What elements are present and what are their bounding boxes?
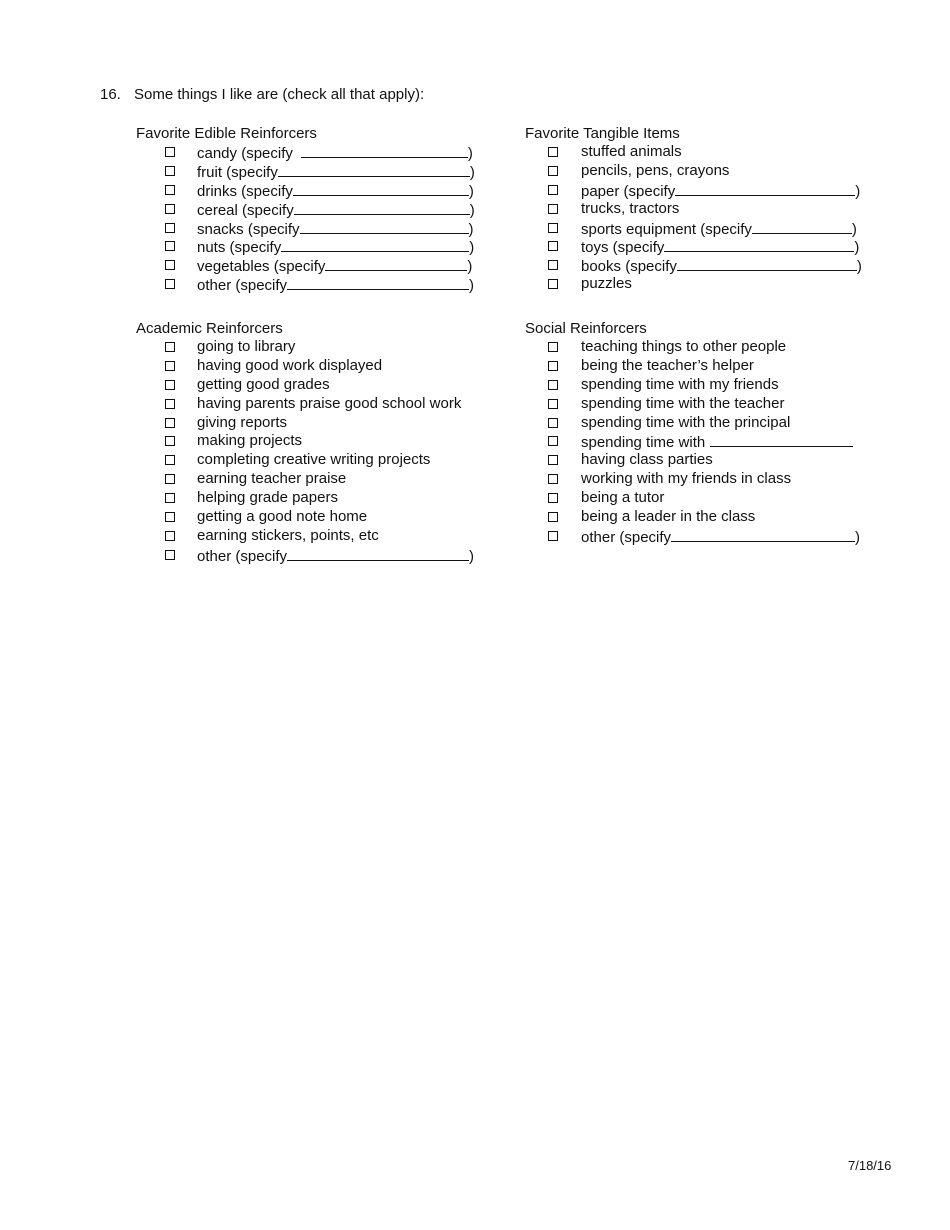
specify-field: [197, 200, 475, 221]
checkbox[interactable]: [548, 455, 558, 465]
checkbox[interactable]: [548, 512, 558, 522]
item-label: trucks, tractors: [581, 199, 680, 217]
close-paren: ): [469, 239, 475, 257]
specify-blank[interactable]: [281, 237, 469, 252]
checkbox[interactable]: [165, 166, 175, 176]
item-label: having parents praise good school work: [197, 394, 462, 412]
checklist-item: [525, 470, 885, 489]
checkbox[interactable]: [165, 361, 175, 371]
close-paren: ): [467, 145, 473, 162]
checklist-item: [136, 275, 496, 294]
checkbox[interactable]: [165, 512, 175, 522]
specify-blank[interactable]: [671, 527, 855, 542]
specify-blank[interactable]: [278, 162, 470, 177]
item-label: teaching things to other people: [581, 338, 787, 355]
checklist-item: [136, 451, 496, 470]
checklist-item: [136, 181, 496, 200]
item-label: being a leader in the class: [581, 508, 756, 526]
section-title: Favorite Tangible Items: [525, 125, 680, 142]
checklist-item: [136, 395, 496, 414]
specify-blank[interactable]: [300, 219, 469, 234]
item-label: cereal (specify: [197, 201, 294, 219]
item-label: sports equipment (specify: [581, 220, 752, 238]
checkbox[interactable]: [165, 342, 175, 352]
checkbox[interactable]: [165, 241, 175, 251]
close-paren: ): [469, 277, 475, 295]
checkbox[interactable]: [548, 204, 558, 214]
close-paren: ): [855, 182, 861, 200]
checklist-item: [136, 357, 496, 376]
item-label: earning stickers, points, etc: [197, 526, 379, 544]
checkbox[interactable]: [165, 260, 175, 270]
specify-field: [581, 181, 860, 202]
checkbox[interactable]: [548, 493, 558, 503]
checklist-item: [136, 338, 496, 357]
checkbox[interactable]: [165, 531, 175, 541]
specify-field: [197, 162, 475, 183]
item-label: earning teacher praise: [197, 470, 347, 488]
item-label: other (specify: [197, 547, 288, 565]
item-label: going to library: [197, 338, 296, 355]
specify-blank[interactable]: [710, 432, 853, 447]
checkbox[interactable]: [165, 147, 175, 157]
item-label: pencils, pens, crayons: [581, 161, 730, 179]
checklist-item: [525, 237, 885, 256]
item-label: snacks (specify: [197, 220, 300, 238]
checklist-item: [525, 256, 885, 275]
checklist-item: [525, 432, 885, 451]
specify-blank[interactable]: [287, 546, 469, 561]
checkbox[interactable]: [548, 399, 558, 409]
item-label: completing creative writing projects: [197, 451, 431, 469]
specify-field: [197, 237, 474, 258]
checklist-item: [136, 143, 496, 162]
close-paren: ): [851, 220, 857, 238]
section-social-reinforcers: [525, 319, 885, 546]
item-label: spending time with my friends: [581, 375, 779, 393]
specify-blank[interactable]: [293, 181, 469, 196]
specify-field: [581, 527, 860, 548]
item-label: being a tutor: [581, 489, 665, 507]
footer-date: 7/18/16: [848, 1158, 892, 1173]
item-label: having class parties: [581, 451, 713, 469]
close-paren: ): [468, 220, 474, 238]
checklist-item: [525, 338, 885, 357]
section-title: Social Reinforcers: [525, 320, 647, 337]
close-paren: ): [856, 258, 862, 276]
checklist-item: [525, 181, 885, 200]
specify-blank[interactable]: [325, 256, 467, 271]
checkbox[interactable]: [165, 380, 175, 390]
item-label: drinks (specify: [197, 182, 293, 200]
close-paren: ): [469, 163, 475, 181]
checkbox[interactable]: [548, 531, 558, 541]
item-label: giving reports: [197, 413, 288, 431]
checkbox[interactable]: [548, 436, 558, 446]
checklist-item: [136, 162, 496, 181]
specify-blank[interactable]: [287, 275, 469, 290]
specify-field: [581, 256, 862, 277]
item-label: candy (specify: [197, 145, 293, 162]
checklist-item: [525, 489, 885, 508]
item-label: nuts (specify: [197, 239, 282, 257]
checklist-item: [525, 143, 885, 162]
question-16: [100, 86, 424, 103]
close-paren: ): [468, 182, 474, 200]
item-label: other (specify: [197, 277, 288, 295]
item-label: getting good grades: [197, 375, 330, 393]
checklist-item: [525, 527, 885, 546]
checkbox[interactable]: [548, 166, 558, 176]
checklist-item: [136, 470, 496, 489]
item-label: spending time with the teacher: [581, 394, 785, 412]
item-label: vegetables (specify: [197, 258, 326, 276]
checkbox[interactable]: [548, 342, 558, 352]
checkbox[interactable]: [548, 185, 558, 195]
question-text: Some things I like are (check all that apply):: [134, 86, 425, 103]
checklist-item: [525, 451, 885, 470]
checkbox[interactable]: [548, 361, 558, 371]
item-label: spending time with the principal: [581, 413, 791, 431]
checkbox[interactable]: [548, 380, 558, 390]
checkbox[interactable]: [165, 279, 175, 289]
checkbox[interactable]: [548, 474, 558, 484]
checklist-item: [525, 357, 885, 376]
specify-blank[interactable]: [294, 200, 470, 215]
checkbox[interactable]: [548, 260, 558, 270]
item-label: other (specify: [581, 528, 672, 546]
specify-field: [581, 432, 853, 453]
checkbox[interactable]: [165, 223, 175, 233]
checklist-item: [525, 376, 885, 395]
checkbox[interactable]: [165, 204, 175, 214]
item-label: puzzles: [581, 275, 632, 293]
specify-field: [197, 143, 473, 164]
close-paren: ): [469, 201, 475, 219]
checklist-item: [525, 162, 885, 181]
checklist-item: [136, 219, 496, 238]
specify-blank[interactable]: [752, 219, 852, 234]
checklist-item: [136, 414, 496, 433]
checklist-item: [525, 200, 885, 219]
question-number: 16.: [100, 86, 121, 103]
specify-blank[interactable]: [675, 181, 855, 196]
item-label: helping grade papers: [197, 489, 338, 507]
section-tangible-items: [525, 124, 885, 294]
checklist-item: [136, 489, 496, 508]
checklist-item: [525, 275, 885, 294]
checklist-item: [136, 432, 496, 451]
checkbox[interactable]: [165, 418, 175, 428]
specify-blank[interactable]: [301, 143, 468, 158]
checkbox[interactable]: [548, 279, 558, 289]
checklist-item: [525, 219, 885, 238]
item-label: being the teacher’s helper: [581, 356, 754, 374]
item-label: toys (specify: [581, 239, 665, 257]
specify-field: [197, 275, 474, 296]
checklist-item: [136, 546, 496, 565]
checklist-item: [136, 237, 496, 256]
checkbox[interactable]: [165, 455, 175, 465]
item-label: books (specify: [581, 258, 677, 276]
checkbox[interactable]: [548, 241, 558, 251]
item-label: paper (specify: [581, 182, 676, 200]
specify-field: [197, 181, 474, 202]
specify-field: [197, 546, 474, 567]
checklist-item: [136, 200, 496, 219]
item-label: working with my friends in class: [581, 470, 792, 488]
checklist-item: [136, 256, 496, 275]
section-title: Academic Reinforcers: [136, 320, 283, 337]
specify-field: [581, 237, 859, 258]
close-paren: ): [854, 239, 860, 257]
checkbox[interactable]: [548, 147, 558, 157]
specify-blank[interactable]: [677, 256, 857, 271]
checklist-item: [525, 414, 885, 433]
checkbox[interactable]: [165, 493, 175, 503]
checklist-item: [525, 508, 885, 527]
checklist-item: [136, 376, 496, 395]
checkbox[interactable]: [165, 474, 175, 484]
checklist-item: [525, 395, 885, 414]
checkbox[interactable]: [165, 550, 175, 560]
close-paren: ): [469, 547, 475, 565]
item-label: getting a good note home: [197, 508, 368, 526]
item-label: spending time with: [581, 434, 706, 452]
specify-blank[interactable]: [664, 237, 854, 252]
checkbox[interactable]: [165, 436, 175, 446]
close-paren: ): [467, 258, 473, 276]
checklist-item: [136, 527, 496, 546]
checkbox[interactable]: [165, 185, 175, 195]
checkbox[interactable]: [165, 399, 175, 409]
section-title: Favorite Edible Reinforcers: [136, 125, 317, 142]
item-label: fruit (specify: [197, 163, 278, 181]
specify-field: [581, 219, 857, 240]
checklist-item: [136, 508, 496, 527]
specify-field: [197, 219, 474, 240]
item-label: stuffed animals: [581, 143, 682, 160]
close-paren: ): [855, 528, 861, 546]
item-label: making projects: [197, 432, 303, 450]
section-edible-reinforcers: [136, 124, 496, 294]
section-academic-reinforcers: [136, 319, 496, 565]
item-label: having good work displayed: [197, 356, 383, 374]
checkbox[interactable]: [548, 418, 558, 428]
specify-field: [197, 256, 472, 277]
checkbox[interactable]: [548, 223, 558, 233]
